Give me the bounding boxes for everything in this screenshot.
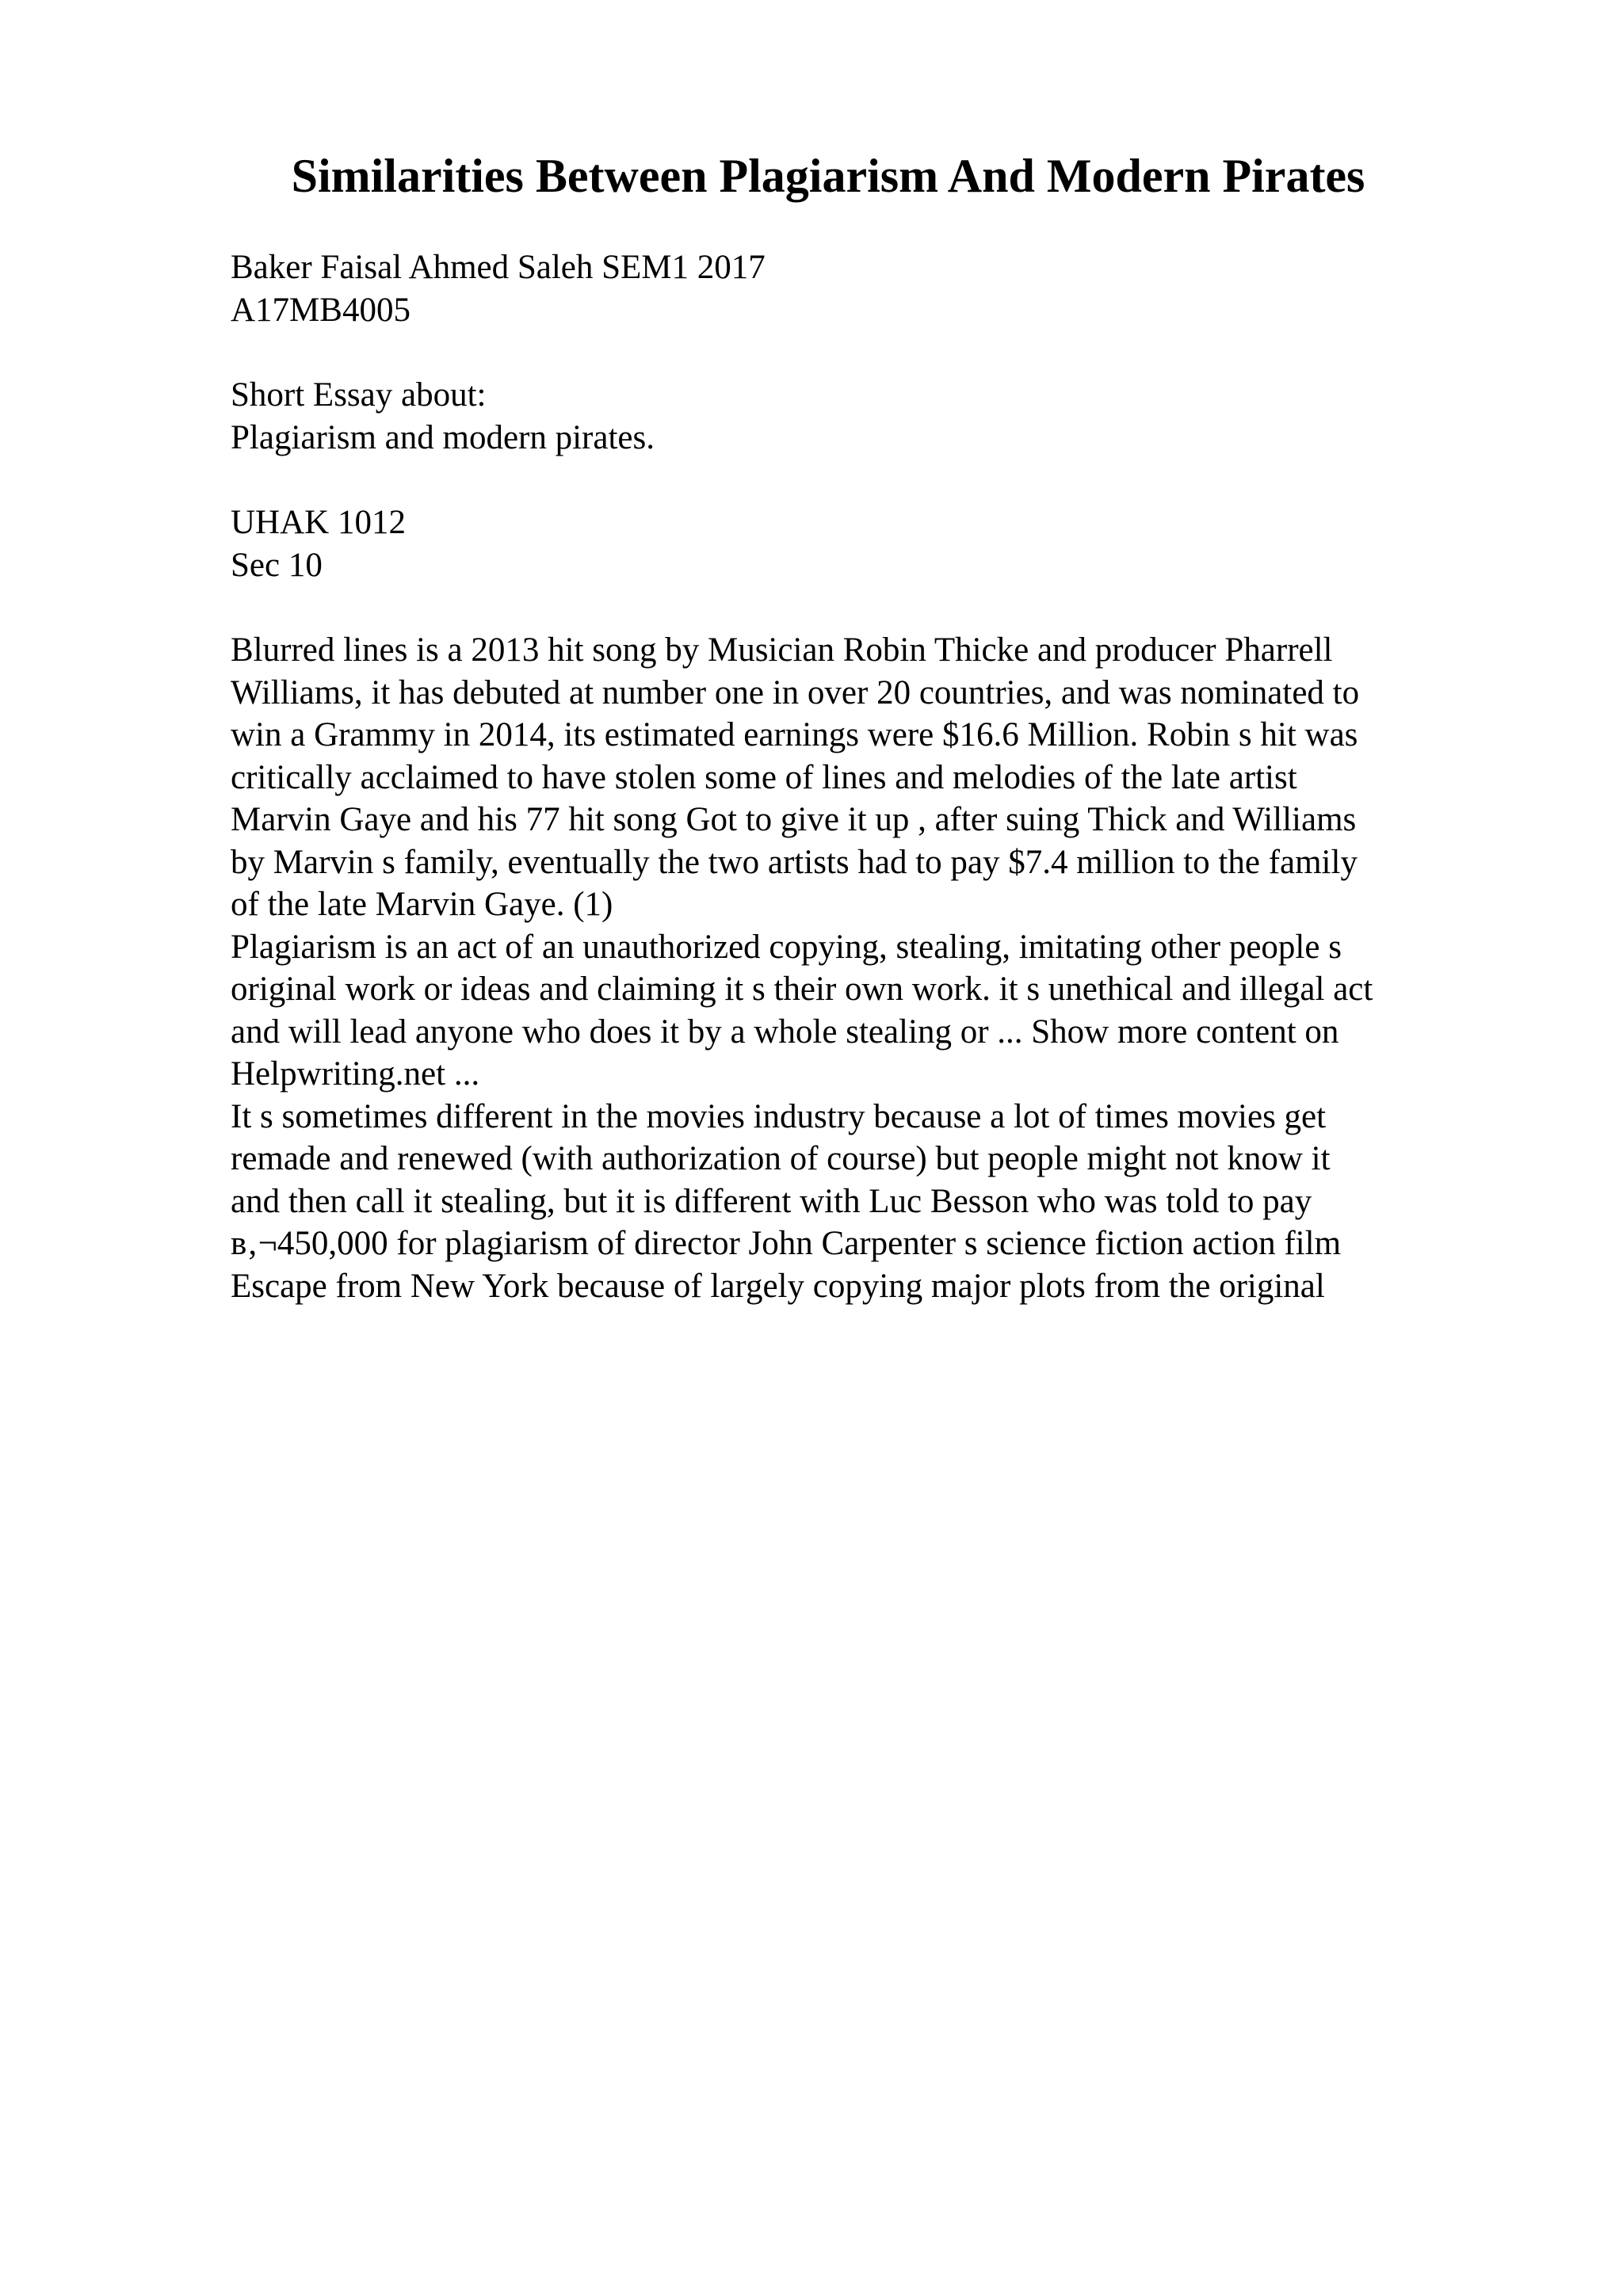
body-line: Marvin Gaye and his 77 hit song Got to give it up , after suing Thick and Williams (231, 801, 1357, 838)
body-line: win a Grammy in 2014, its estimated earnings were $16.6 Million. Robin s hit was (231, 716, 1358, 753)
body-line: by Marvin s family, eventually the two artists had to pay $7.4 million to the family (231, 843, 1358, 881)
body-line: critically acclaimed to have stolen some of lines and melodies of the late artist (231, 758, 1297, 796)
body-line: Williams, it has debuted at number one in over 20 countries, and was nominated to (231, 673, 1360, 711)
document-title: Similarities Between Plagiarism And Modern Pirates (291, 150, 1365, 202)
essay-body (231, 629, 1373, 1307)
body-line: remade and renewed (with authorization of course) but people might not know it (231, 1140, 1331, 1177)
body-line: of the late Marvin Gaye. (1) (231, 886, 613, 923)
body-line: and will lead anyone who does it by a whole stealing or ... Show more content on (231, 1013, 1339, 1051)
course-info (231, 502, 406, 586)
body-line: It s sometimes different in the movies industry because a lot of times movies get (231, 1097, 1327, 1135)
body-line: Helpwriting.net ... (231, 1055, 480, 1093)
body-line: and then call it stealing, but it is different with Luc Besson who was told to pay (231, 1182, 1312, 1220)
section-line: Sec 10 (231, 546, 323, 584)
author-info (231, 246, 766, 331)
essay-topic-line: Plagiarism and modern pirates. (231, 418, 655, 456)
body-line: Plagiarism is an act of an unauthorized copying, stealing, imitating other people s (231, 928, 1342, 966)
essay-type-line: Short Essay about: (231, 376, 487, 414)
essay-description (231, 374, 655, 459)
student-id-line: A17MB4005 (231, 291, 411, 329)
author-name-line: Baker Faisal Ahmed Saleh SEM1 2017 (231, 249, 766, 286)
body-line: в‚¬450,000 for plagiarism of director John Carpenter s science fiction action film (231, 1225, 1342, 1262)
body-line: original work or ideas and claiming it s their own work. it s unethical and illegal act (231, 971, 1373, 1008)
body-line: Escape from New York because of largely copying major plots from the original (231, 1267, 1325, 1305)
course-code-line: UHAK 1012 (231, 504, 406, 541)
body-line: Blurred lines is a 2013 hit song by Musician Robin Thicke and producer Pharrell (231, 631, 1333, 669)
